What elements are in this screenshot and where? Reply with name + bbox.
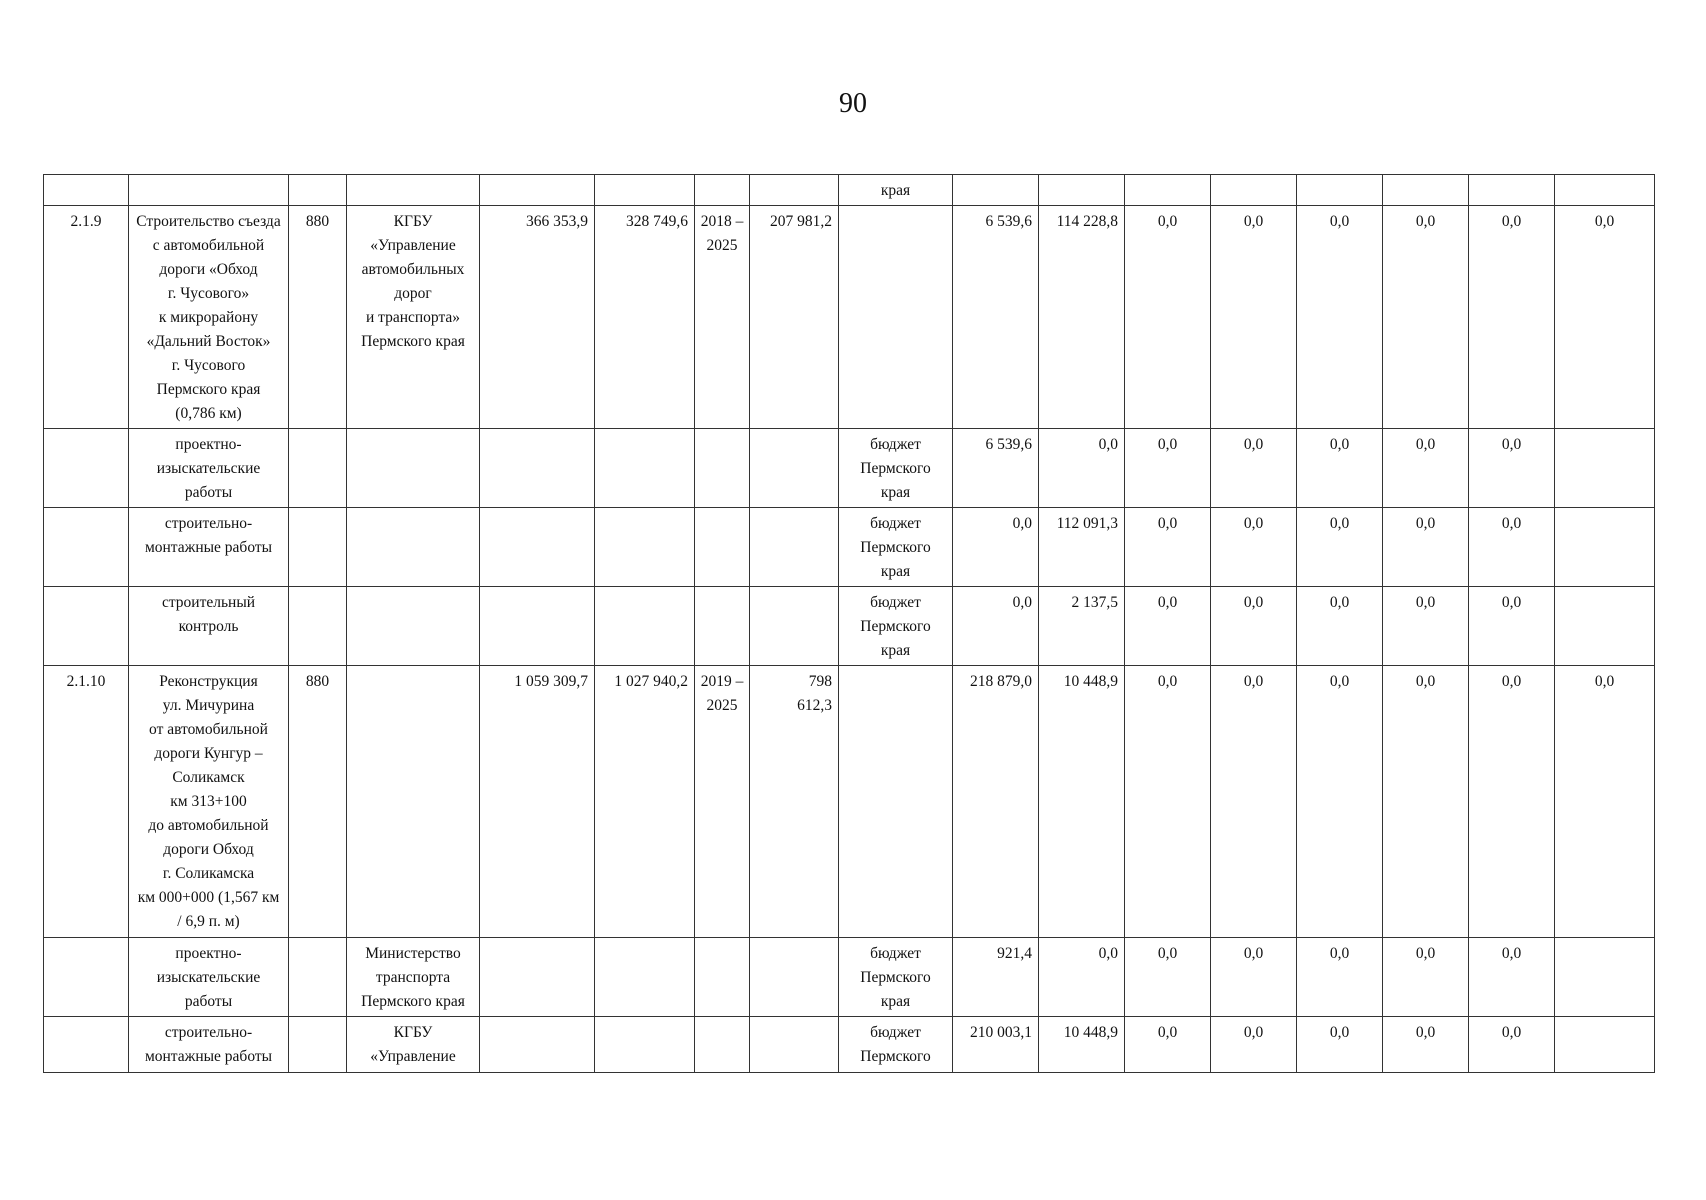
- table-cell: 0,0: [1039, 429, 1125, 508]
- table-cell: 328 749,6: [595, 206, 695, 429]
- table-cell: [1555, 175, 1655, 206]
- table-cell: [289, 508, 347, 587]
- table-cell: 0,0: [1297, 429, 1383, 508]
- table-cell: [44, 429, 129, 508]
- table-cell: [595, 429, 695, 508]
- table-cell: 10 448,9: [1039, 1017, 1125, 1073]
- table-cell: 0,0: [1125, 666, 1211, 938]
- page-number: 90: [839, 88, 867, 119]
- table-cell: 880: [289, 666, 347, 938]
- table-cell: [1469, 175, 1555, 206]
- table-cell: бюджет Пермского края: [839, 938, 953, 1017]
- table-cell: 0,0: [953, 508, 1039, 587]
- table-cell: 0,0: [1211, 429, 1297, 508]
- table-cell: [839, 666, 953, 938]
- table-cell: 0,0: [1297, 587, 1383, 666]
- table-cell: [1555, 938, 1655, 1017]
- table-cell: 0,0: [1469, 429, 1555, 508]
- table-cell: 2018 – 2025: [695, 206, 750, 429]
- table-cell: [750, 429, 839, 508]
- table-cell: [44, 938, 129, 1017]
- table-cell: бюджет Пермского края: [839, 587, 953, 666]
- table-cell: 0,0: [1125, 508, 1211, 587]
- table-cell: [695, 938, 750, 1017]
- table-row: [44, 1017, 1655, 1073]
- table-cell: 0,0: [1211, 508, 1297, 587]
- table-cell: 6 539,6: [953, 206, 1039, 429]
- table-cell: [595, 508, 695, 587]
- table-cell: 207 981,2: [750, 206, 839, 429]
- table-cell: 218 879,0: [953, 666, 1039, 938]
- table-cell: [839, 206, 953, 429]
- table-cell: 366 353,9: [480, 206, 595, 429]
- table-cell: [480, 175, 595, 206]
- table-cell: 0,0: [1297, 206, 1383, 429]
- table-cell: 0,0: [1469, 587, 1555, 666]
- table-cell: 6 539,6: [953, 429, 1039, 508]
- table-cell: КГБУ «Управление: [347, 1017, 480, 1073]
- table-cell: [289, 429, 347, 508]
- table-cell: [44, 175, 129, 206]
- table-cell: 0,0: [1469, 508, 1555, 587]
- table-cell: 112 091,3: [1039, 508, 1125, 587]
- table-cell: [44, 508, 129, 587]
- table-cell: [595, 1017, 695, 1073]
- table-cell: 0,0: [1211, 206, 1297, 429]
- table-row: [44, 508, 1655, 587]
- table-cell: [1555, 1017, 1655, 1073]
- table-cell: 0,0: [1383, 666, 1469, 938]
- table-cell: [129, 175, 289, 206]
- table-cell: 921,4: [953, 938, 1039, 1017]
- table-cell: [695, 1017, 750, 1073]
- table-cell: [1383, 175, 1469, 206]
- budget-table: [43, 174, 1655, 1073]
- table-cell: [347, 666, 480, 938]
- table-cell: 2.1.10: [44, 666, 129, 938]
- table-cell: [480, 1017, 595, 1073]
- table-cell: [695, 508, 750, 587]
- table-cell: [480, 587, 595, 666]
- table-cell: 0,0: [1211, 587, 1297, 666]
- table-cell: 0,0: [1469, 206, 1555, 429]
- table-cell: [595, 175, 695, 206]
- table-cell: 0,0: [1469, 666, 1555, 938]
- table-cell: [953, 175, 1039, 206]
- table-cell: Министерство транспорта Пермского края: [347, 938, 480, 1017]
- table-cell: 114 228,8: [1039, 206, 1125, 429]
- table-cell: 0,0: [1039, 938, 1125, 1017]
- table-cell: 0,0: [1555, 206, 1655, 429]
- table-cell: [1555, 508, 1655, 587]
- table-cell: 0,0: [1383, 938, 1469, 1017]
- table-cell: [347, 587, 480, 666]
- table-row: [44, 175, 1655, 206]
- table-cell: 798 612,3: [750, 666, 839, 938]
- table-cell: 0,0: [1297, 938, 1383, 1017]
- table-cell: бюджет Пермского края: [839, 429, 953, 508]
- table-cell: 1 059 309,7: [480, 666, 595, 938]
- table-cell: [750, 175, 839, 206]
- table-cell: КГБУ «Управление автомобильных дорог и транспорта» Пермского края: [347, 206, 480, 429]
- table-row: [44, 938, 1655, 1017]
- table-cell: строительно- монтажные работы: [129, 508, 289, 587]
- table-cell: 0,0: [1211, 938, 1297, 1017]
- table-cell: 2 137,5: [1039, 587, 1125, 666]
- table-cell: [1125, 175, 1211, 206]
- table-cell: [347, 175, 480, 206]
- table-row: [44, 206, 1655, 429]
- table-row: [44, 587, 1655, 666]
- table-cell: 0,0: [1125, 206, 1211, 429]
- table-cell: 0,0: [1469, 1017, 1555, 1073]
- table-cell: 0,0: [1555, 666, 1655, 938]
- table-cell: [750, 508, 839, 587]
- table-cell: [1039, 175, 1125, 206]
- table-cell: 0,0: [1211, 1017, 1297, 1073]
- table-cell: 0,0: [1125, 587, 1211, 666]
- table-row: [44, 429, 1655, 508]
- table-cell: 1 027 940,2: [595, 666, 695, 938]
- table-cell: 0,0: [953, 587, 1039, 666]
- table-cell: 0,0: [1383, 508, 1469, 587]
- table-cell: 0,0: [1469, 938, 1555, 1017]
- table-cell: строительно- монтажные работы: [129, 1017, 289, 1073]
- table-cell: 0,0: [1297, 1017, 1383, 1073]
- table-cell: [289, 175, 347, 206]
- table-cell: бюджет Пермского края: [839, 508, 953, 587]
- table-cell: 0,0: [1383, 587, 1469, 666]
- table-cell: бюджет Пермского: [839, 1017, 953, 1073]
- table-cell: 0,0: [1125, 938, 1211, 1017]
- table-cell: 2.1.9: [44, 206, 129, 429]
- table-cell: [695, 587, 750, 666]
- table-cell: [595, 587, 695, 666]
- table-cell: 0,0: [1383, 429, 1469, 508]
- table-cell: [44, 1017, 129, 1073]
- table-cell: 0,0: [1211, 666, 1297, 938]
- table-cell: Строительство съезда с автомобильной дороги «Обход г. Чусового» к микрорайону «Дальний Восток» г. Чусового Пермского края (0,786 км): [129, 206, 289, 429]
- table-cell: 0,0: [1125, 429, 1211, 508]
- table-cell: проектно- изыскательские работы: [129, 938, 289, 1017]
- table-cell: [289, 587, 347, 666]
- table-cell: [595, 938, 695, 1017]
- table-cell: 210 003,1: [953, 1017, 1039, 1073]
- table-cell: Реконструкция ул. Мичурина от автомобильной дороги Кунгур – Соликамск км 313+100 до автомобильной дороги Обход г. Соликамска км 000+000 (1,567 км / 6,9 п. м): [129, 666, 289, 938]
- table-cell: [289, 1017, 347, 1073]
- table-cell: 880: [289, 206, 347, 429]
- table-cell: 0,0: [1383, 1017, 1469, 1073]
- table-cell: [1555, 429, 1655, 508]
- table-cell: [750, 587, 839, 666]
- table-cell: [44, 587, 129, 666]
- table-cell: 2019 – 2025: [695, 666, 750, 938]
- table-cell: [750, 1017, 839, 1073]
- table-cell: [347, 429, 480, 508]
- table-cell: строительный контроль: [129, 587, 289, 666]
- table-row: [44, 666, 1655, 938]
- table-cell: [1211, 175, 1297, 206]
- table-cell: [480, 429, 595, 508]
- table-cell: 0,0: [1125, 1017, 1211, 1073]
- table-cell: [289, 938, 347, 1017]
- table-cell: проектно- изыскательские работы: [129, 429, 289, 508]
- table-cell: [1555, 587, 1655, 666]
- table-cell: [347, 508, 480, 587]
- table-cell: [695, 175, 750, 206]
- table-cell: [750, 938, 839, 1017]
- table-cell: [480, 508, 595, 587]
- table-cell: 0,0: [1297, 508, 1383, 587]
- table-cell: 0,0: [1297, 666, 1383, 938]
- table-cell: [480, 938, 595, 1017]
- table-cell: 0,0: [1383, 206, 1469, 429]
- table-cell: 10 448,9: [1039, 666, 1125, 938]
- table-cell: [695, 429, 750, 508]
- table-cell: [1297, 175, 1383, 206]
- table-cell: края: [839, 175, 953, 206]
